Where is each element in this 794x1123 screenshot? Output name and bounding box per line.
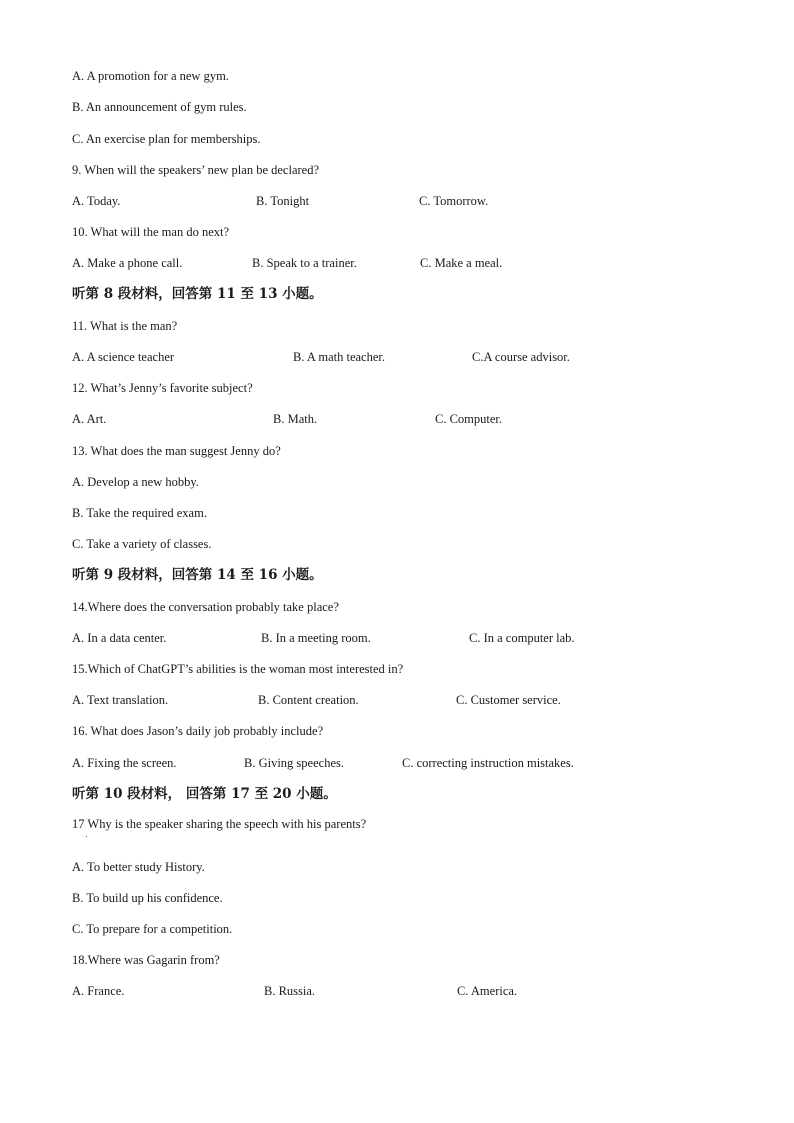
question-9: 9. When will the speakers’ new plan be declared? (72, 163, 320, 177)
option-11b: B. A math teacher. (293, 350, 385, 364)
question-15: 15.Which of ChatGPT’s abilities is the woman most interested in? (72, 662, 404, 676)
question-11: 11. What is the man? (72, 319, 178, 333)
option-18a: A. France. (72, 984, 125, 998)
option-10c: C. Make a meal. (420, 256, 503, 270)
option-13c: C. Take a variety of classes. (72, 537, 212, 551)
question-17: 17 Why is the speaker sharing the speech with his parents? (72, 817, 367, 831)
option-17a: A. To better study History. (72, 860, 205, 874)
option-14a: A. In a data center. (72, 631, 167, 645)
option-16c: C. correcting instruction mistakes. (402, 756, 574, 770)
option-12b: B. Math. (273, 412, 318, 426)
option-line-8b: B. An announcement of gym rules. (72, 100, 247, 114)
option-10b: B. Speak to a trainer. (252, 256, 357, 270)
question-16: 16. What does Jason’s daily job probably include? (72, 724, 324, 738)
option-line-8c: C. An exercise plan for memberships. (72, 132, 261, 146)
option-15c: C. Customer service. (456, 693, 561, 707)
option-9a: A. Today. (72, 194, 121, 208)
option-15b: B. Content creation. (258, 693, 359, 707)
option-13b: B. Take the required exam. (72, 506, 207, 520)
question-14: 14.Where does the conversation probably take place? (72, 600, 339, 614)
option-line-8a: A. A promotion for a new gym. (72, 69, 229, 83)
option-10a: A. Make a phone call. (72, 256, 183, 270)
option-15a: A. Text translation. (72, 693, 169, 707)
option-14c: C. In a computer lab. (469, 631, 575, 645)
question-12: 12. What’s Jenny’s favorite subject? (72, 381, 253, 395)
section-heading-10: 听第 10 段材料， 回答第 17 至 20 小题。 (72, 786, 337, 802)
section-heading-8: 听第 8 段材料，回答第 11 至 13 小题。 (72, 286, 323, 302)
option-12a: A. Art. (72, 412, 107, 426)
option-17b: B. To build up his confidence. (72, 891, 223, 905)
option-11c: C.A course advisor. (472, 350, 570, 364)
option-12c: C. Computer. (435, 412, 503, 426)
option-13a: A. Develop a new hobby. (72, 475, 199, 489)
stray-dot (86, 836, 87, 837)
option-17c: C. To prepare for a competition. (72, 922, 233, 936)
question-10: 10. What will the man do next? (72, 225, 230, 239)
option-11a: A. A science teacher (72, 350, 175, 364)
option-9c: C. Tomorrow. (419, 194, 489, 208)
option-14b: B. In a meeting room. (261, 631, 371, 645)
question-18: 18.Where was Gagarin from? (72, 953, 220, 967)
option-18b: B. Russia. (264, 984, 316, 998)
option-18c: C. America. (457, 984, 518, 998)
option-9b: B. Tonight (256, 194, 310, 208)
question-13: 13. What does the man suggest Jenny do? (72, 444, 281, 458)
option-16b: B. Giving speeches. (244, 756, 344, 770)
option-16a: A. Fixing the screen. (72, 756, 177, 770)
section-heading-9: 听第 9 段材料，回答第 14 至 16 小题。 (72, 567, 323, 583)
